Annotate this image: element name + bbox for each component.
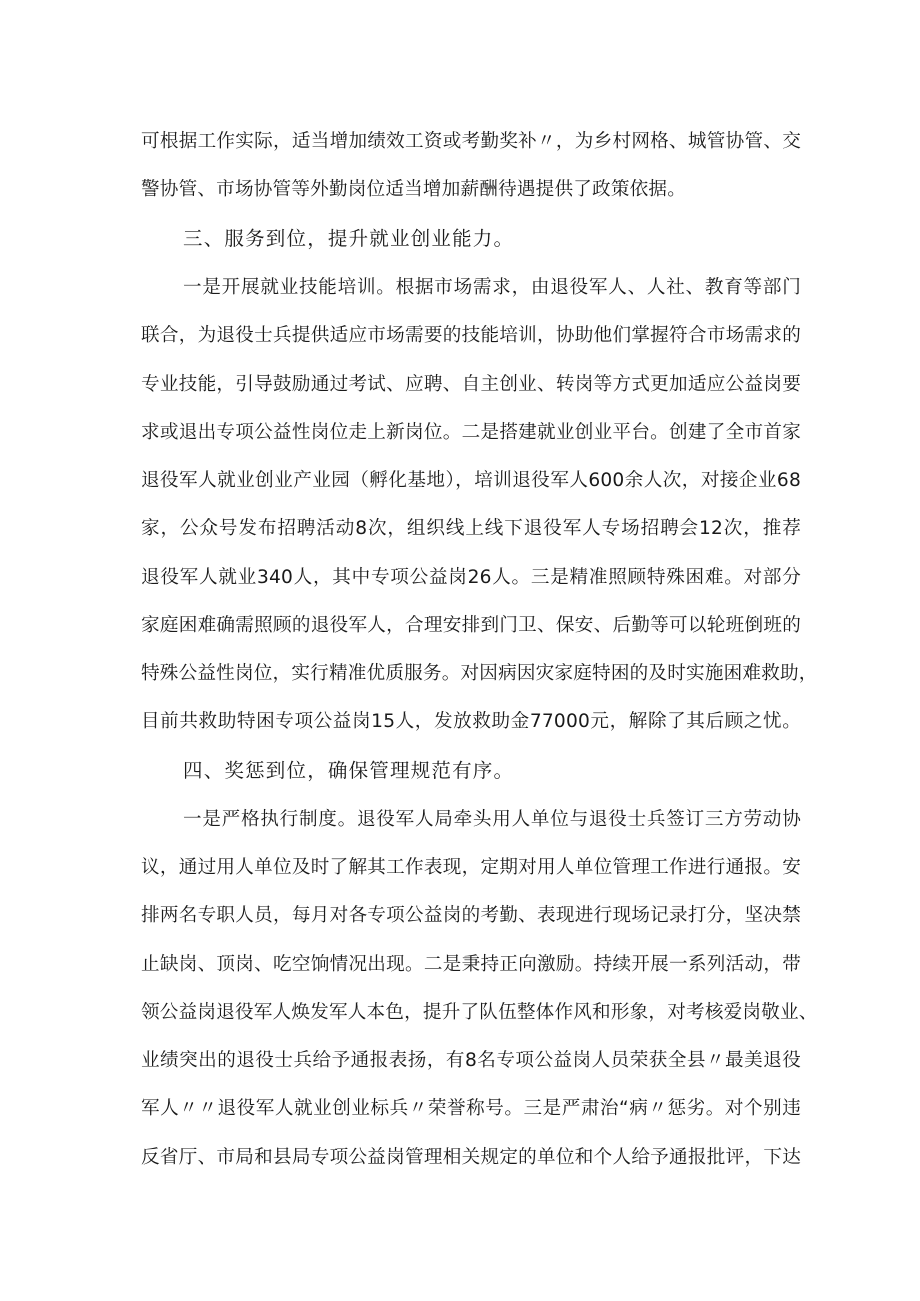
text-line: 反省厅、市局和县局专项公益岗管理相关规定的单位和个人给予通报批评，下达: [141, 1147, 801, 1168]
text-line: 目前共救助特困专项公益岗15人，发放救助金77000元，解除了其后顾之忧。: [141, 711, 801, 732]
text-line: 一是严格执行制度。退役军人局牵头用人单位与退役士兵签订三方劳动协: [183, 809, 801, 830]
text-line: 联合，为退役士兵提供适应市场需要的技能培训，协助他们掌握符合市场需求的: [141, 325, 801, 346]
text-line: 退役军人就业创业产业园（孵化基地），培训退役军人600余人次，对接企业68: [141, 470, 801, 491]
text-line: 特殊公益性岗位，实行精准优质服务。对因病因灾家庭特困的及时实施困难救助，: [141, 663, 818, 684]
text-line: 家庭困难确需照顾的退役军人，合理安排到门卫、保安、后勤等可以轮班倒班的: [141, 615, 801, 636]
text-line: 议，通过用人单位及时了解其工作表现，定期对用人单位管理工作进行通报。安: [141, 857, 801, 878]
section-heading: 三、服务到位，提升就业创业能力。: [183, 227, 515, 250]
text-line: 求或退出专项公益性岗位走上新岗位。二是搭建就业创业平台。创建了全市首家: [141, 422, 801, 443]
section-heading: 四、奖惩到位，确保管理规范有序。: [183, 759, 515, 782]
text-line: 排两名专职人员，每月对各专项公益岗的考勤、表现进行现场记录打分，坚决禁: [141, 905, 801, 926]
text-line: 专业技能，引导鼓励通过考试、应聘、自主创业、转岗等方式更加适应公益岗要: [141, 374, 801, 395]
text-line: 止缺岗、顶岗、吃空饷情况出现。二是秉持正向激励。持续开展一系列活动，带: [141, 954, 801, 975]
text-line: 家，公众号发布招聘活动8次，组织线上线下退役军人专场招聘会12次，推荐: [141, 518, 801, 539]
text-line: 退役军人就业340人，其中专项公益岗26人。三是精准照顾特殊困难。对部分: [141, 567, 801, 588]
text-line: 业绩突出的退役士兵给予通报表扬，有8名专项公益岗人员荣获全县〃最美退役: [141, 1050, 801, 1071]
text-line: 军人〃〃退役军人就业创业标兵〃荣誉称号。三是严肃治“病〃惩劣。对个别违: [141, 1098, 801, 1119]
text-line: 警协管、市场协管等外勤岗位适当增加薪酬待遇提供了政策依据。: [141, 179, 687, 200]
text-line: 领公益岗退役军人焕发军人本色，提升了队伍整体作风和形象，对考核爱岗敬业、: [141, 1002, 818, 1023]
text-line: 可根据工作实际，适当增加绩效工资或考勤奖补〃，为乡村网格、城管协管、交: [141, 131, 801, 152]
text-line: 一是开展就业技能培训。根据市场需求，由退役军人、人社、教育等部门: [183, 277, 801, 298]
